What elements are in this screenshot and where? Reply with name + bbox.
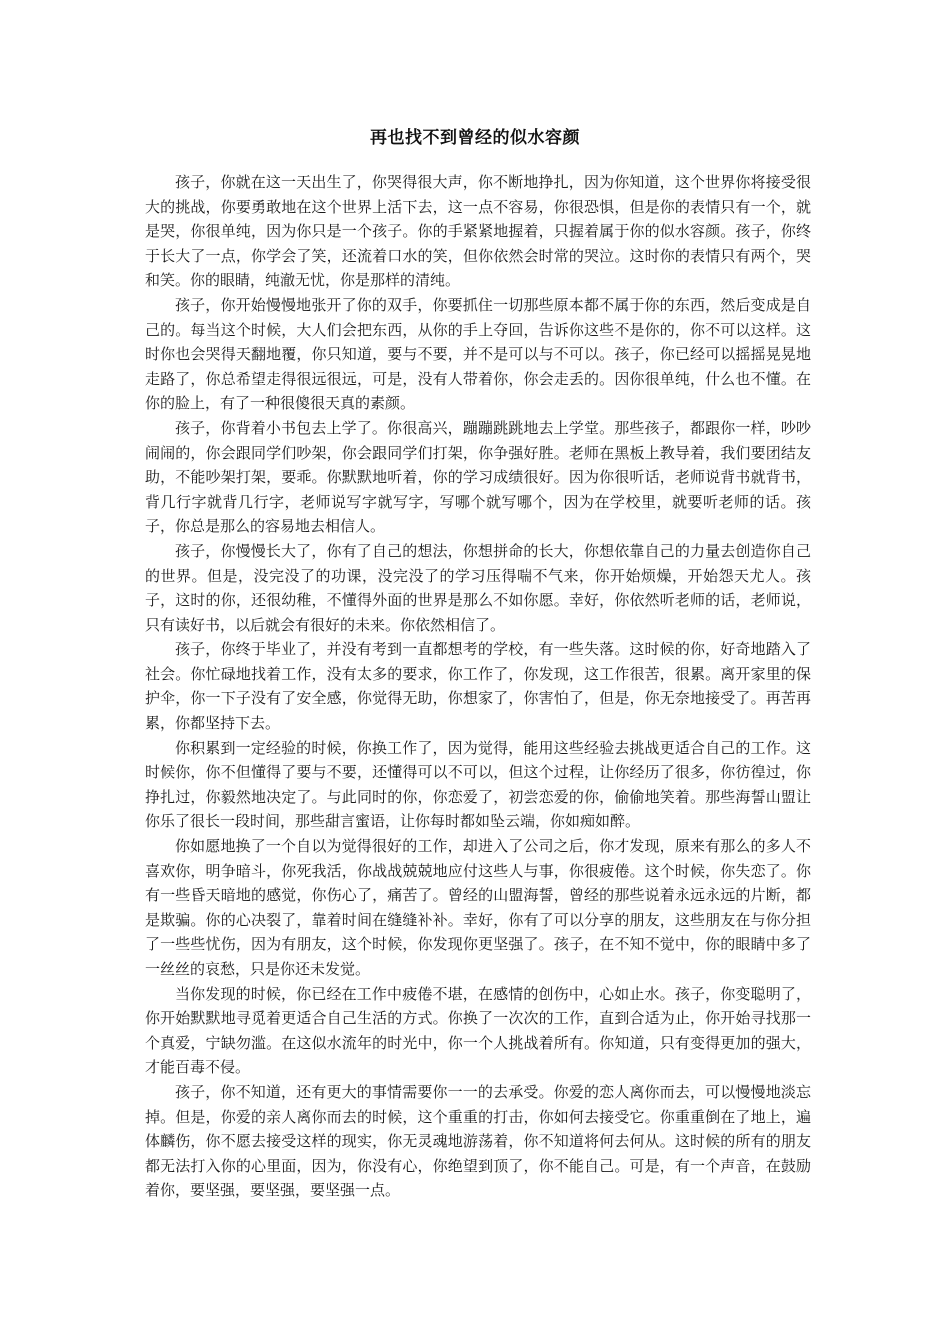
paragraph: 孩子，你就在这一天出生了，你哭得很大声，你不断地挣扎，因为你知道，这个世界你将接受很大的挑战，你要勇敢地在这个世界上活下去，这一点不容易，你很恐惧，但是你的表情只有一个，就是哭，你很单纯，因为你只是一个孩子。你的手紧紧地握着，只握着属于你的似水容颜。孩子，你终于长大了一点，你学会了笑，还流着口水的笑，但你依然会时常的哭泣。这时你的表情只有两个，哭和笑。你的眼睛，纯澈无忧，你是那样的清纯。 bbox=[145, 173, 811, 290]
paragraph: 你如愿地换了一个自以为觉得很好的工作，却进入了公司之后，你才发现，原来有那么的多人不喜欢你，明争暗斗，你死我活，你战战兢兢地应付这些人与事，你很疲倦。这个时候，你失恋了。你有一些昏天暗地的感觉，你伤心了，痛苦了。曾经的山盟海誓，曾经的那些说着永远永远的片断，都是欺骗。你的心决裂了，靠着时间在缝缝补补。幸好，你有了可以分享的朋友，这些朋友在与你分担了一些些忧伤，因为有朋友，这个时候，你发现你更坚强了。孩子，在不知不觉中，你的眼睛中多了一丝丝的哀愁，只是你还未发觉。 bbox=[145, 837, 811, 978]
paragraph: 孩子，你不知道，还有更大的事情需要你一一的去承受。你爱的恋人离你而去，可以慢慢地淡忘掉。但是，你爱的亲人离你而去的时候，这个重重的打击，你如何去接受它。你重重倒在了地上，遍体麟伤，你不愿去接受这样的现实，你无灵魂地游荡着，你不知道将何去何从。这时候的所有的朋友都无法打入你的心里面，因为，你没有心，你绝望到顶了，你不能自己。可是，有一个声音，在鼓励着你，要坚强，要坚强，要坚强一点。 bbox=[145, 1082, 811, 1200]
paragraph: 孩子，你背着小书包去上学了。你很高兴，蹦蹦跳跳地去上学堂。那些孩子，都跟你一样，吵吵闹闹的，你会跟同学们吵架，你会跟同学们打架，你争强好胜。老师在黑板上教导着，我们要团结友助，不能吵架打架，要乖。你默默地听着，你的学习成绩很好。因为你很听话，老师说背书就背书，背几行字就背几行字，老师说写字就写字，写哪个就写哪个，因为在学校里，就要听老师的话。孩子，你总是那么的容易地去相信人。 bbox=[145, 418, 811, 536]
document-title: 再也找不到曾经的似水容颜 bbox=[370, 128, 580, 148]
paragraph: 你积累到一定经验的时候，你换工作了，因为觉得，能用这些经验去挑战更适合自己的工作。这时候你，你不但懂得了要与不要，还懂得可以不可以，但这个过程，让你经历了很多，你彷徨过，你挣扎过，你毅然地决定了。与此同时的你，你恋爱了，初尝恋爱的你，偷偷地笑着。那些海誓山盟让你乐了很长一段时间，那些甜言蜜语，让你每时都如坠云端，你如痴如醉。 bbox=[145, 738, 811, 831]
paragraph: 孩子，你慢慢长大了，你有了自己的想法，你想拼命的长大，你想依靠自己的力量去创造你自己的世界。但是，没完没了的功课，没完没了的学习压得喘不气来，你开始烦燥，开始怨天尤人。孩子，这时的你，还很幼稚，不懂得外面的世界是那么不如你愿。幸好，你依然听老师的话，老师说，只有读好书，以后就会有很好的未来。你依然相信了。 bbox=[145, 541, 811, 634]
document-body bbox=[145, 170, 811, 1203]
paragraph: 孩子，你终于毕业了，并没有考到一直都想考的学校，有一些失落。这时候的你，好奇地踏入了社会。你忙碌地找着工作，没有太多的要求，你工作了，你发现，这工作很苦，很累。离开家里的保护伞，你一下子没有了安全感，你觉得无助，你想家了，你害怕了，但是，你无奈地接受了。再苦再累，你都坚持下去。 bbox=[145, 640, 811, 733]
paragraph: 当你发现的时候，你已经在工作中疲倦不堪，在感情的创伤中，心如止水。孩子，你变聪明了，你开始默默地寻觅着更适合自己生活的方式。你换了一次次的工作，直到合适为止，你开始寻找那一个真爱，宁缺勿滥。在这似水流年的时光中，你一个人挑战着所有。你知道，只有变得更加的强大，才能百毒不侵。 bbox=[145, 984, 811, 1077]
paragraph: 孩子，你开始慢慢地张开了你的双手，你要抓住一切那些原本都不属于你的东西，然后变成是自己的。每当这个时候，大人们会把东西，从你的手上夺回，告诉你这些不是你的，你不可以这样。这时你也会哭得天翻地覆，你只知道，要与不要，并不是可以与不可以。孩子，你已经可以摇摇晃晃地走路了，你总希望走得很远很远，可是，没有人带着你，你会走丢的。因你很单纯，什么也不懂。在你的脸上，有了一种很傻很天真的素颜。 bbox=[145, 295, 811, 413]
